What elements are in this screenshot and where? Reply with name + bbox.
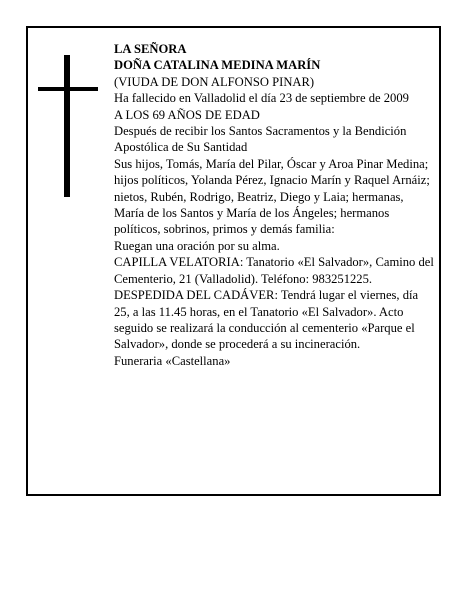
title-line: LA SEÑORA (114, 42, 187, 56)
farewell-info: DESPEDIDA DEL CADÁVER: Tendrá lugar el viernes, día 25, a las 11.45 horas, en el Tanatorio «El Salvador». Acto seguido se realizará la conducción al cementerio «Parque el Salvador», donde se procederá a su incineración. (114, 288, 419, 352)
cross-horizontal-bar (38, 87, 98, 91)
prayer-request: Ruegan una oración por su alma. (114, 238, 280, 253)
family-list: Sus hijos, Tomás, María del Pilar, Óscar y Aroa Pinar Medina; hijos políticos, Yolanda Pérez, Ignacio Marín y Raquel Arnáiz; nietos, Rubén, Rodrigo, Beatriz, Diego y Laia; hermanas, María de los Santos y María de los Ángeles; hermanos políticos, sobrinos, primos y demás familia: (114, 156, 430, 237)
funeral-home: Funeraria «Castellana» (114, 353, 231, 368)
chapel-info: CAPILLA VELATORIA: Tanatorio «El Salvador», Camino del Cementerio, 21 (Valladolid). Teléfono: 983251225. (114, 255, 434, 286)
latin-cross-icon (38, 55, 98, 197)
obituary-text (114, 41, 436, 369)
death-notice: Ha fallecido en Valladolid el día 23 de septiembre de 2009 (114, 91, 409, 106)
deceased-name: DOÑA CATALINA MEDINA MARÍN (114, 58, 321, 73)
widow-of: (VIUDA DE DON ALFONSO PINAR) (114, 74, 315, 89)
sacraments-line: Después de recibir los Santos Sacramentos y la Bendición Apostólica de Su Santidad (114, 124, 407, 155)
cross-vertical-bar (64, 55, 70, 197)
age-line: A LOS 69 AÑOS DE EDAD (114, 107, 260, 122)
